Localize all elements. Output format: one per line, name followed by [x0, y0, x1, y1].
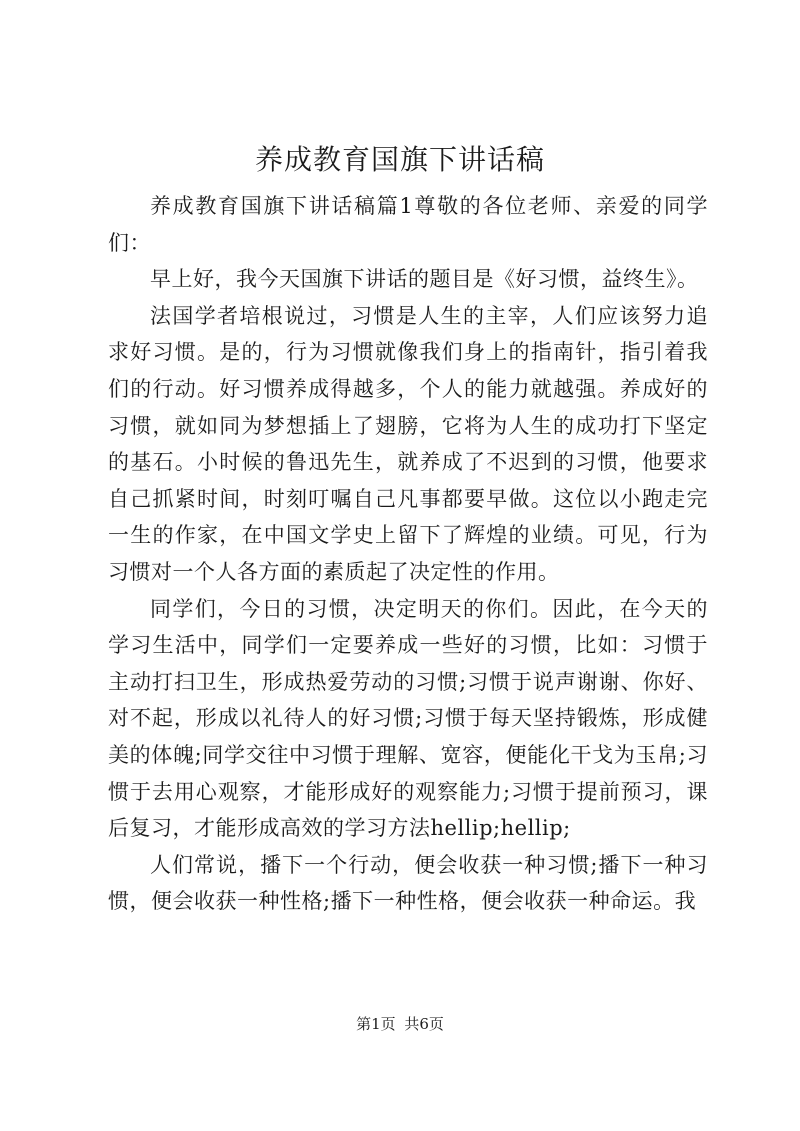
- paragraph-habits-examples: 同学们，今日的习惯，决定明天的你们。因此，在今天的学习生活中，同学们一定要养成一些好的习惯，比如：习惯于主动打扫卫生，形成热爱劳动的习惯;习惯于说声谢谢、你好、对不起，形成以礼待人的好习惯;习惯于每天坚持锻炼，形成健美的体魄;同学交往中习惯于理解、宽容，便能化干戈为玉帛;习惯于去用心观察，才能形成好的观察能力;习惯于提前预习，课后复习，才能形成高效的学习方法hellip;hellip;: [108, 596, 708, 841]
- document-title: 养成教育国旗下讲话稿: [254, 143, 545, 176]
- paragraph-topic: 早上好，我今天国旗下讲话的题目是《好习惯，益终生》。: [150, 267, 699, 292]
- paragraph-saying: 人们常说，播下一个行动，便会收获一种习惯;播下一种习惯，便会收获一种性格;播下一种性格，便会收获一种命运。我: [108, 852, 708, 914]
- page-number-footer: 第1页 共6页: [356, 1015, 444, 1033]
- paragraph-greeting-line: 养成教育国旗下讲话稿篇1尊敬的各位老师、亲爱的同学们：: [108, 194, 708, 255]
- document-body: [108, 188, 708, 920]
- paragraph-bacon-quote: 法国学者培根说过，习惯是人生的主宰，人们应该努力追求好习惯。是的，行为习惯就像我们身上的指南针，指引着我们的行动。好习惯养成得越多，个人的能力就越强。养成好的习惯，就如同为梦想插上了翅膀，它将为人生的成功打下坚定的基石。小时候的鲁迅先生，就养成了不迟到的习惯，他要求自己抓紧时间，时刻叮嘱自己凡事都要早做。这位以小跑走完一生的作家，在中国文学史上留下了辉煌的业绩。可见，行为习惯对一个人各方面的素质起了决定性的作用。: [108, 303, 708, 584]
